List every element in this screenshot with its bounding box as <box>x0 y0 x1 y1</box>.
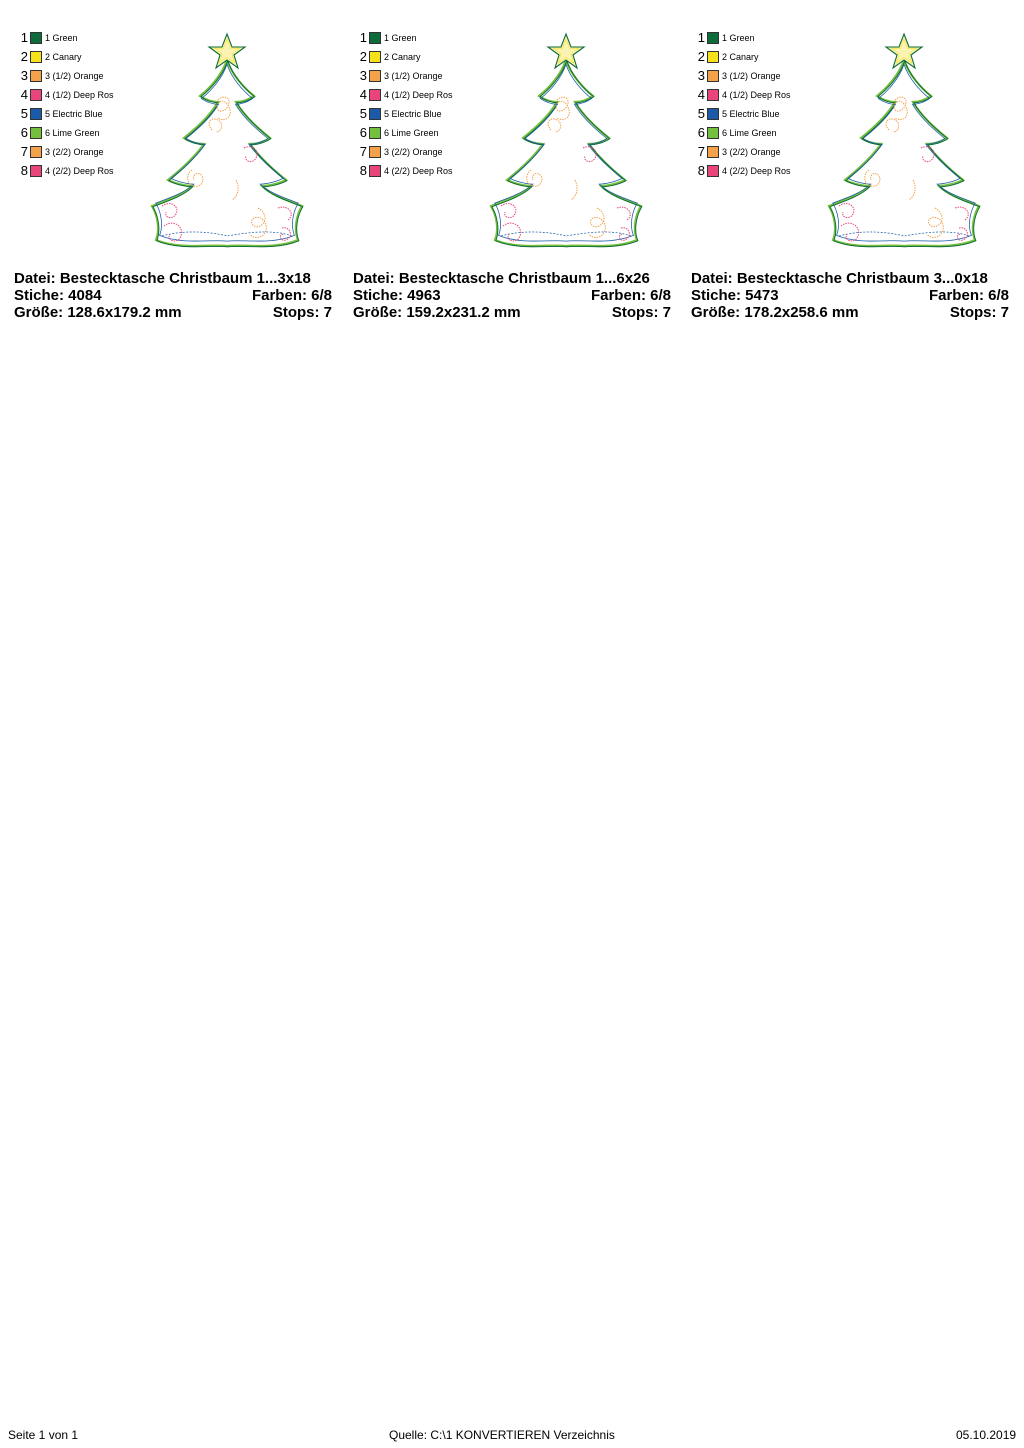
color-count: Farben: 6/8 <box>928 287 1009 304</box>
design-info <box>691 270 1009 321</box>
footer-date: 05.10.2019 <box>956 1428 1017 1442</box>
color-row: 3 3 (1/2) Orange <box>359 68 443 83</box>
color-swatch <box>369 146 381 158</box>
swirl-decoration <box>865 170 880 186</box>
tree-inner-outline <box>156 64 299 241</box>
stop-count: Stops: 7 <box>611 304 671 321</box>
swirl-decoration <box>209 119 222 132</box>
color-row: 8 4 (2/2) Deep Ros <box>20 163 114 178</box>
stitch-count: Stiche: 4084 <box>14 287 102 304</box>
swirl-decoration <box>232 180 238 200</box>
file-name: Datei: Bestecktasche Christbaum 3...0x18 <box>691 270 988 287</box>
file-name: Datei: Bestecktasche Christbaum 1...6x26 <box>353 270 650 287</box>
color-swatch <box>30 165 42 177</box>
color-swatch <box>707 165 719 177</box>
color-swatch <box>369 51 381 63</box>
tree-outline-green <box>830 61 980 247</box>
swirl-decoration <box>841 223 859 241</box>
color-row: 5 5 Electric Blue <box>359 106 442 121</box>
design-card-1 <box>8 0 338 330</box>
color-swatch <box>707 146 719 158</box>
color-row: 6 6 Lime Green <box>20 125 100 140</box>
color-swatch <box>30 70 42 82</box>
color-row: 4 4 (1/2) Deep Ros <box>20 87 114 102</box>
color-swatch <box>30 89 42 101</box>
stop-count: Stops: 7 <box>272 304 332 321</box>
color-swatch <box>369 165 381 177</box>
color-swatch <box>30 146 42 158</box>
stitch-count: Stiche: 4963 <box>353 287 441 304</box>
color-row: 6 6 Lime Green <box>697 125 777 140</box>
color-row: 4 4 (1/2) Deep Ros <box>697 87 791 102</box>
color-row: 1 1 Green <box>20 30 78 45</box>
swirl-decoration <box>162 204 177 218</box>
tree-outline-lime <box>152 60 302 246</box>
tree-outline-lime <box>491 60 641 246</box>
color-row: 7 3 (2/2) Orange <box>359 144 443 159</box>
swirl-decoration <box>250 208 266 237</box>
color-row: 1 1 Green <box>697 30 755 45</box>
swirl-decoration <box>909 180 915 200</box>
color-swatch <box>707 70 719 82</box>
design-info <box>353 270 671 321</box>
file-name: Datei: Bestecktasche Christbaum 1...3x18 <box>14 270 311 287</box>
swirl-decoration <box>894 97 907 119</box>
christmas-tree-embroidery-preview <box>140 30 315 262</box>
color-swatch <box>707 89 719 101</box>
christmas-tree-embroidery-preview <box>479 30 654 262</box>
footer-source: Quelle: C:\1 KONVERTIEREN Verzeichnis <box>389 1428 615 1442</box>
swirl-decoration <box>501 204 516 218</box>
color-swatch <box>707 51 719 63</box>
swirl-decoration <box>927 208 943 237</box>
swirl-decoration <box>527 170 542 186</box>
stitch-count: Stiche: 5473 <box>691 287 779 304</box>
color-row: 4 4 (1/2) Deep Ros <box>359 87 453 102</box>
swirl-decoration <box>886 119 899 132</box>
swirl-decoration <box>589 208 605 237</box>
color-swatch <box>707 32 719 44</box>
color-row: 3 3 (1/2) Orange <box>697 68 781 83</box>
color-swatch <box>30 32 42 44</box>
swirl-decoration <box>617 207 630 220</box>
tree-outline-green <box>153 61 303 247</box>
color-row: 7 3 (2/2) Orange <box>20 144 104 159</box>
swirl-decoration <box>556 97 569 119</box>
footer-page-number: Seite 1 von 1 <box>8 1428 79 1442</box>
color-count: Farben: 6/8 <box>590 287 671 304</box>
color-list <box>16 28 114 180</box>
design-info <box>14 270 332 321</box>
color-row: 5 5 Electric Blue <box>20 106 103 121</box>
swirl-decoration <box>503 223 521 241</box>
design-card-2 <box>347 0 677 330</box>
swirl-decoration <box>548 119 561 132</box>
swirl-decoration <box>164 223 182 241</box>
color-row: 8 4 (2/2) Deep Ros <box>359 163 453 178</box>
swirl-decoration <box>571 180 577 200</box>
swirl-decoration <box>217 97 230 119</box>
tree-inner-outline <box>495 64 638 241</box>
design-card-3 <box>685 0 1015 330</box>
color-swatch <box>369 89 381 101</box>
tree-outline-lime <box>829 60 979 246</box>
color-swatch <box>369 32 381 44</box>
design-size: Größe: 178.2x258.6 mm <box>691 304 859 321</box>
color-row: 2 2 Canary <box>20 49 82 64</box>
color-row: 8 4 (2/2) Deep Ros <box>697 163 791 178</box>
color-swatch <box>30 127 42 139</box>
color-swatch <box>30 108 42 120</box>
color-row: 2 2 Canary <box>359 49 421 64</box>
color-row: 5 5 Electric Blue <box>697 106 780 121</box>
color-swatch <box>707 127 719 139</box>
tree-inner-outline <box>833 64 976 241</box>
color-swatch <box>369 127 381 139</box>
color-row: 6 6 Lime Green <box>359 125 439 140</box>
color-swatch <box>369 108 381 120</box>
swirl-decoration <box>955 207 968 220</box>
color-row: 7 3 (2/2) Orange <box>697 144 781 159</box>
swirl-decoration <box>839 204 854 218</box>
design-size: Größe: 128.6x179.2 mm <box>14 304 182 321</box>
design-size: Größe: 159.2x231.2 mm <box>353 304 521 321</box>
color-swatch <box>369 70 381 82</box>
color-row: 1 1 Green <box>359 30 417 45</box>
color-row: 2 2 Canary <box>697 49 759 64</box>
stop-count: Stops: 7 <box>949 304 1009 321</box>
color-list <box>693 28 791 180</box>
color-count: Farben: 6/8 <box>251 287 332 304</box>
swirl-decoration <box>278 207 291 220</box>
color-swatch <box>707 108 719 120</box>
color-row: 3 3 (1/2) Orange <box>20 68 104 83</box>
tree-outline-green <box>492 61 642 247</box>
color-swatch <box>30 51 42 63</box>
swirl-decoration <box>188 170 203 186</box>
christmas-tree-embroidery-preview <box>817 30 992 262</box>
color-list <box>355 28 453 180</box>
